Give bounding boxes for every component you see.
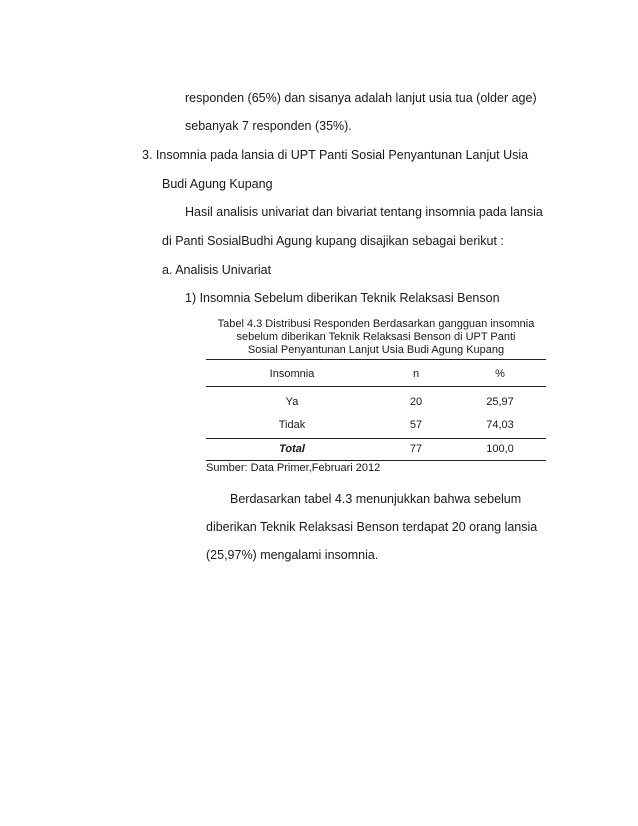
text-line: Hasil analisis univariat dan bivariat tentang insomnia pada lansia bbox=[185, 205, 543, 219]
text-line: responden (65%) dan sisanya adalah lanjut usia tua (older age) bbox=[185, 91, 537, 105]
cell-percent: 74,03 bbox=[486, 419, 514, 431]
caption-line: sebelum diberikan Teknik Relaksasi Benson di UPT Panti bbox=[236, 331, 516, 343]
table-rule-bottom bbox=[206, 460, 546, 461]
cell-total-percent: 100,0 bbox=[486, 443, 514, 455]
cell-category: Ya bbox=[285, 396, 299, 408]
section-heading-line: 3. Insomnia pada lansia di UPT Panti Sosial Penyantunan Lanjut Usia bbox=[142, 148, 529, 162]
cell-n: 57 bbox=[409, 419, 423, 431]
table-rule-top bbox=[206, 359, 546, 360]
cell-category: Tidak bbox=[278, 419, 306, 431]
table-source: Sumber: Data Primer,Februari 2012 bbox=[206, 462, 381, 474]
text-line: diberikan Teknik Relaksasi Benson terdapat 20 orang lansia bbox=[206, 520, 538, 534]
cell-total-n: 77 bbox=[409, 443, 423, 455]
text-line: Berdasarkan tabel 4.3 menunjukkan bahwa sebelum bbox=[230, 492, 522, 506]
caption-line: Tabel 4.3 Distribusi Responden Berdasarkan gangguan insomnia bbox=[217, 318, 535, 330]
table-rule-total bbox=[206, 438, 546, 439]
cell-n: 20 bbox=[409, 396, 423, 408]
cell-percent: 25,97 bbox=[486, 396, 514, 408]
table-rule-header bbox=[206, 386, 546, 387]
section-heading-line: Budi Agung Kupang bbox=[162, 177, 273, 191]
text-line: (25,97%) mengalami insomnia. bbox=[206, 548, 379, 562]
subsection-heading: a. Analisis Univariat bbox=[162, 263, 272, 277]
header-insomnia: Insomnia bbox=[269, 368, 315, 380]
header-n: n bbox=[412, 368, 420, 380]
text-line: di Panti SosialBudhi Agung kupang disajikan sebagai berikut : bbox=[162, 234, 504, 248]
text-line: sebanyak 7 responden (35%). bbox=[185, 119, 352, 133]
header-percent: % bbox=[495, 368, 505, 380]
cell-total-label: Total bbox=[279, 443, 305, 455]
numbered-item-heading: 1) Insomnia Sebelum diberikan Teknik Relaksasi Benson bbox=[185, 291, 500, 305]
caption-line: Sosial Penyantunan Lanjut Usia Budi Agung Kupang bbox=[247, 344, 505, 356]
